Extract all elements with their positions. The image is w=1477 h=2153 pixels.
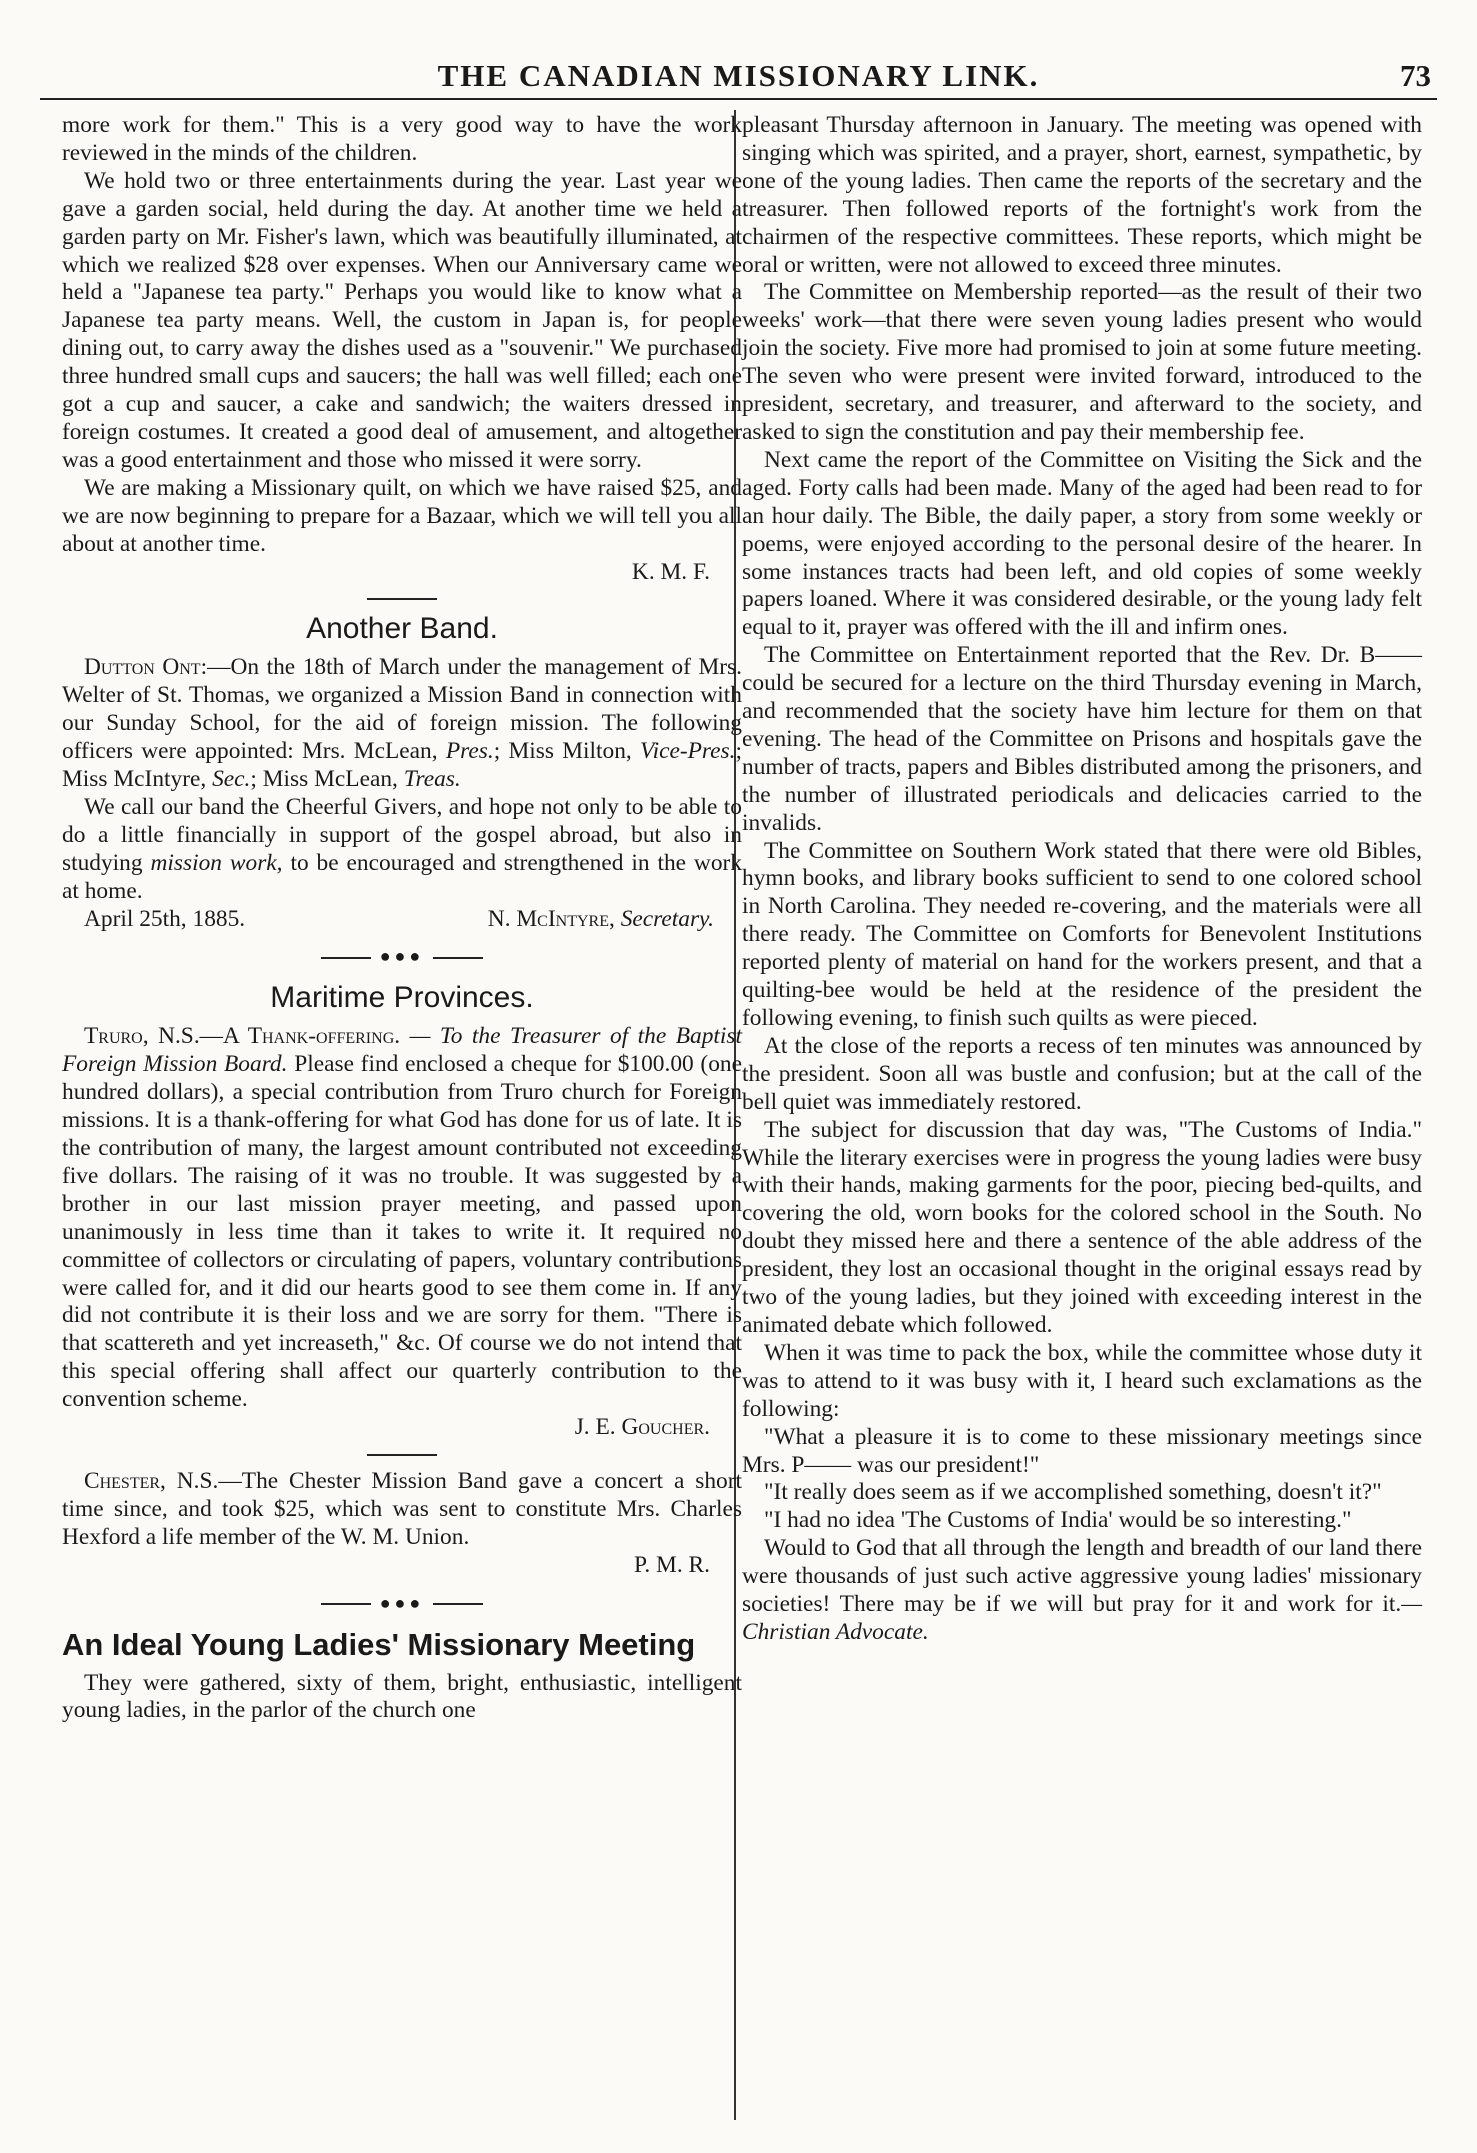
- paragraph: The subject for discussion that day was, "The Customs of India." While the literary exercises were in progress the young ladies were busy with their hands, making garments for the poor, piecing bed-quilts, and covering the old, worn books for the colored school in the South. No doubt they missed here and there a sentence of the able address of the president, they lost an occasional thought in the original essays read by two of the young ladies, but they joined with exceeding interest in the animated debate which followed.: [742, 1116, 1422, 1338]
- text-run: —The Chester Mission Band gave a concert a short time since, and took $25, which was sent to constitute Mrs. Charles Hexford a life member of the W. M. Union.: [62, 1467, 743, 1550]
- place-name: Dutton Ont: [84, 654, 201, 681]
- date: April 25th, 1885.: [84, 905, 246, 932]
- place-name: Chester, N.S.: [84, 1467, 219, 1494]
- quotation: "It really does seem as if we accomplished something, doesn't it?": [764, 1479, 1382, 1506]
- signature: [62, 1414, 742, 1442]
- italic-text: Treas.: [403, 766, 461, 793]
- page-header: [40, 58, 1437, 100]
- italic-text: Pres.: [445, 738, 494, 765]
- source-credit: —Christian Advocate.: [742, 1591, 1422, 1645]
- paragraph: The Committee on Entertainment reported that the Rev. Dr. B—— could be secured for a lecture on the third Thursday evening in March, and recommended that the society have him lecture for them on that evening. The head of the Committee on Prisons and hospitals gave the number of tracts, papers and Bibles distributed among the prisoners, and the number of illustrated periodicals and delicacies carried to the invalids.: [742, 642, 1422, 836]
- signature: K. M. F.: [631, 558, 710, 585]
- text-run: to be encouraged and strengthened in the work at home.: [62, 849, 743, 904]
- text-run: We call our band the Cheerful Givers, and hope not only to be able to do a little financially in support of the gospel abroad, but also in studying: [62, 793, 742, 876]
- section-divider: [367, 1454, 437, 1456]
- page-number: 73: [1400, 58, 1431, 93]
- place-name: Truro, N.S.—A Thank-offering.: [84, 1023, 401, 1050]
- left-column: [62, 112, 742, 1725]
- ornament-divider: ●●●: [62, 943, 742, 971]
- signer-name: N. McIntyre,: [487, 905, 615, 932]
- signature: [488, 906, 714, 934]
- paragraph: [62, 794, 742, 906]
- paragraph: [62, 654, 742, 794]
- paragraph: We are making a Missionary quilt, on which we have raised $25, and we are now beginning to prepare for a Bazaar, which we will tell you all about at another time.: [62, 474, 742, 557]
- paragraph: pleasant Thursday afternoon in January. The meeting was opened with singing which was spirited, and a prayer, short, earnest, sympathetic, by one of the young ladies. Then came the reports of the secretary and the treasurer. Then followed reports of the fortnight's work from the chairmen of the respective committees. These reports, which might be oral or written, were not allowed to exceed three minutes.: [742, 112, 1422, 278]
- paragraph: When it was time to pack the box, while the committee whose duty it was to attend to it was busy with it, I heard such exclamations as the following:: [742, 1339, 1422, 1422]
- paragraph: The Committee on Membership reported—as the result of their two weeks' work—that there were seven young ladies present who would join the society. Five more had promised to join at some future meeting. The seven who were present were invited forward, introduced to the president, secretary, and treasurer, and afterward to the society, and asked to sign the constitution and pay their membership fee.: [742, 279, 1422, 445]
- text-run: ; Miss McIntyre,: [62, 738, 742, 793]
- ornament-divider: ●●●: [62, 1590, 742, 1618]
- periodical-title: THE CANADIAN MISSIONARY LINK.: [437, 58, 1040, 93]
- section-heading: Maritime Provinces.: [270, 981, 534, 1015]
- signer-title: Secretary.: [620, 905, 714, 932]
- section-divider: [367, 598, 437, 600]
- signature: P. M. R.: [633, 1551, 710, 1578]
- text-run: Would to God that all through the length and breadth of our land there were thousands of just such active aggressive young ladies' missionary societies! There may be if we will but pray for it and work for it.: [742, 1535, 1422, 1618]
- quotation: "I had no idea 'The Customs of India' would be so interesting.": [764, 1507, 1352, 1534]
- paragraph: [742, 1535, 1422, 1647]
- dateline: [62, 906, 742, 934]
- paragraph: Next came the report of the Committee on Visiting the Sick and the aged. Forty calls had been made. Many of the aged had been read to for an hour daily. The Bible, the daily paper, a story from some weekly or poems, were enjoyed according to the personal desire of the hearer. In some instances tracts had been left, and old copies of some weekly papers loaned. Where it was considered desirable, or the young lady felt equal to it, prayer was offered with the ill and infirm ones.: [742, 446, 1422, 641]
- paragraph: They were gathered, sixty of them, bright, enthusiastic, intelligent young ladies, in the parlor of the church one: [62, 1669, 742, 1724]
- text-run: ; Miss McLean,: [250, 766, 398, 793]
- paragraph: [62, 1023, 742, 1414]
- paragraph: At the close of the reports a recess of ten minutes was announced by the president. Soon all was bustle and confusion; but at the call of the bell quiet was immediately restored.: [742, 1032, 1422, 1115]
- right-column: [742, 112, 1422, 1647]
- italic-text: Sec.: [212, 766, 251, 793]
- quotation: "What a pleasure it is to come to these missionary meetings since Mrs. P—— was our president!": [742, 1423, 1422, 1478]
- signer-name: J. E. Goucher.: [574, 1414, 710, 1441]
- italic-text: — To the Treasurer of the Baptist Foreign Mission Board.: [62, 1023, 743, 1078]
- italic-text: Vice-Pres.: [640, 738, 736, 765]
- section-heading: Another Band.: [306, 612, 498, 646]
- text-run: Please find enclosed a cheque for $100.00 (one hundred dollars), a special contribution from Truro church for Foreign missions. It is a thank-offering for what God has done for us of late. It is the contribution of many, the largest amount contributed not exceeding five dollars. The raising of it was no trouble. It was suggested by a brother in our last mission prayer meeting, and passed upon unanimously in less time than it takes to write it. It required no committee of collectors or circulating of papers, voluntary contributions were called for, and it did our hearts good to see them come in. If any did not contribute it is their loss and we are sorry for them. "There is that scattereth and yet increaseth," &c. Of course we do not intend that this special offering shall affect our quarterly contribution to the convention scheme.: [62, 1051, 742, 1413]
- text-run: :—On the 18th of March under the management of Mrs. Welter of St. Thomas, we organized a Mission Band in connection with our Sunday School, for the aid of foreign mission. The following officers were appointed: Mrs. McLean,: [62, 654, 742, 765]
- text-run: ; Miss Milton,: [493, 738, 632, 765]
- paragraph: We hold two or three entertainments during the year. Last year we gave a garden social, held during the day. At another time we held a garden party on Mr. Fisher's lawn, which was beautifully illuminated, at which we realized $28 over expenses. When our Anniversary came we held a "Japanese tea party." Perhaps you would like to know what a Japanese tea party means. Well, the custom in Japan is, for people dining out, to carry away the dishes used as a "souvenir." We purchased three hundred small cups and saucers; the hall was well filled; each one got a cup and saucer, a cake and sandwich; the waiters dressed in foreign costumes. It created a good deal of amusement, and altogether was a good entertainment and those who missed it were sorry.: [62, 167, 742, 473]
- paragraph: [62, 1468, 742, 1552]
- italic-text: mission work,: [150, 849, 283, 876]
- paragraph: more work for them." This is a very good way to have the work reviewed in the minds of the children.: [62, 112, 742, 166]
- section-heading: An Ideal Young Ladies' Missionary Meeting: [62, 1626, 696, 1662]
- paragraph: The Committee on Southern Work stated that there were old Bibles, hymn books, and library books sufficient to send to one colored school in North Carolina. They needed re-covering, and the materials were all there ready. The Committee on Comforts for Benevolent Institutions reported plenty of material on hand for the workers present, and that a quilting-bee would be held at the residence of the president the following evening, to finish such quilts as were pieced.: [742, 837, 1422, 1031]
